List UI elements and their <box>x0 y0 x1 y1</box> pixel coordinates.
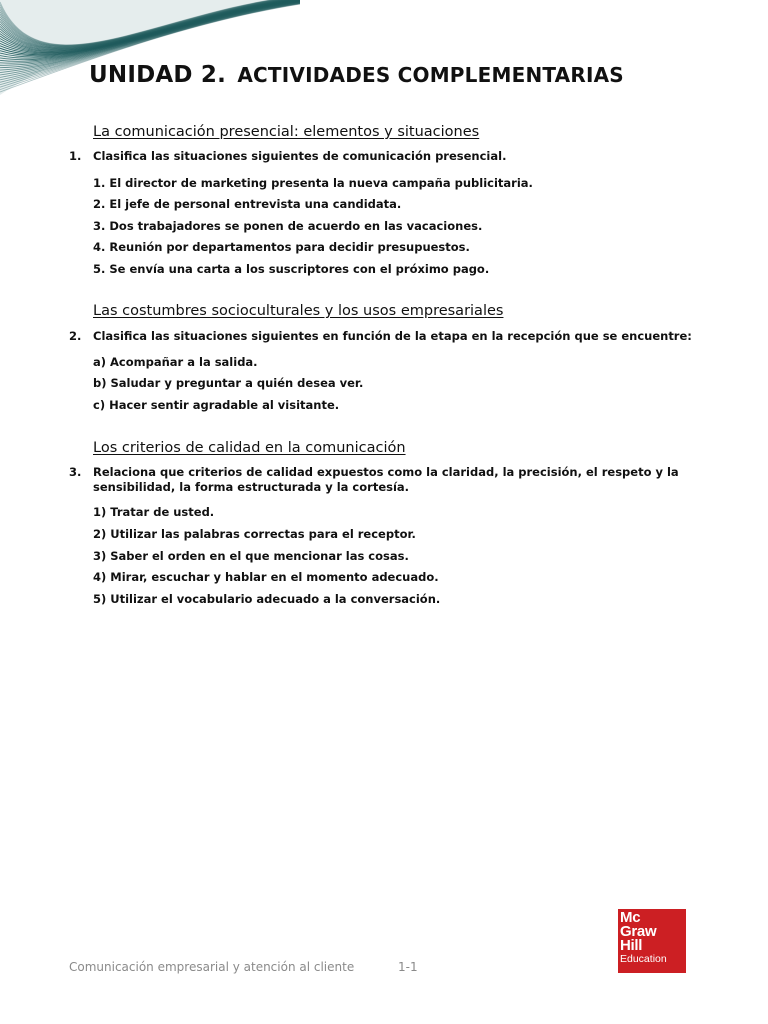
logo-line: Education <box>620 953 667 965</box>
title-unit: UNIDAD 2. <box>89 62 227 88</box>
question-3-item: 1) Tratar de usted. <box>93 505 215 519</box>
logo-line: Graw <box>620 923 657 940</box>
title-rest: ACTIVIDADES COMPLEMENTARIAS <box>237 63 624 87</box>
question-2-item: b) Saludar y preguntar a quién desea ver. <box>93 376 364 390</box>
question-1-item: 4. Reunión por departamentos para decidir presupuestos. <box>93 240 470 254</box>
question-2-number: 2. <box>69 329 82 343</box>
question-3-item: 2) Utilizar las palabras correctas para el receptor. <box>93 527 416 541</box>
question-3-item: 3) Saber el orden en el que mencionar las cosas. <box>93 549 409 563</box>
footer-page-number: 1-1 <box>398 960 418 974</box>
mcgraw-hill-logo <box>618 909 686 973</box>
footer-book-title: Comunicación empresarial y atención al cliente <box>69 960 355 974</box>
question-2-item: c) Hacer sentir agradable al visitante. <box>93 398 340 412</box>
question-2-text: Clasifica las situaciones siguientes en función de la etapa en la recepción que se encuentre: <box>93 329 692 343</box>
section-2-title: Las costumbres socioculturales y los usos empresariales <box>93 303 504 319</box>
logo-line: Hill <box>620 937 643 954</box>
question-3-item: 5) Utilizar el vocabulario adecuado a la conversación. <box>93 592 441 606</box>
question-1-item: 5. Se envía una carta a los suscriptores con el próximo pago. <box>93 262 490 276</box>
question-3-number: 3. <box>69 465 82 479</box>
logo-line: Mc <box>620 909 641 926</box>
question-3-text: Relaciona que criterios de calidad expuestos como la claridad, la precisión, el respeto y la sensibilidad, la forma estructurada y la cortesía. <box>93 465 679 494</box>
section-3-title: Los criterios de calidad en la comunicación <box>93 440 406 456</box>
question-1-number: 1. <box>69 149 82 163</box>
question-2-item: a) Acompañar a la salida. <box>93 355 258 369</box>
page-title <box>89 52 624 90</box>
question-1-item: 1. El director de marketing presenta la nueva campaña publicitaria. <box>93 176 533 190</box>
question-1-item: 2. El jefe de personal entrevista una candidata. <box>93 197 402 211</box>
section-1-title: La comunicación presencial: elementos y situaciones <box>93 124 480 140</box>
question-3-item: 4) Mirar, escuchar y hablar en el momento adecuado. <box>93 570 439 584</box>
question-1-text: Clasifica las situaciones siguientes de comunicación presencial. <box>93 149 507 163</box>
question-1-item: 3. Dos trabajadores se ponen de acuerdo en las vacaciones. <box>93 219 483 233</box>
